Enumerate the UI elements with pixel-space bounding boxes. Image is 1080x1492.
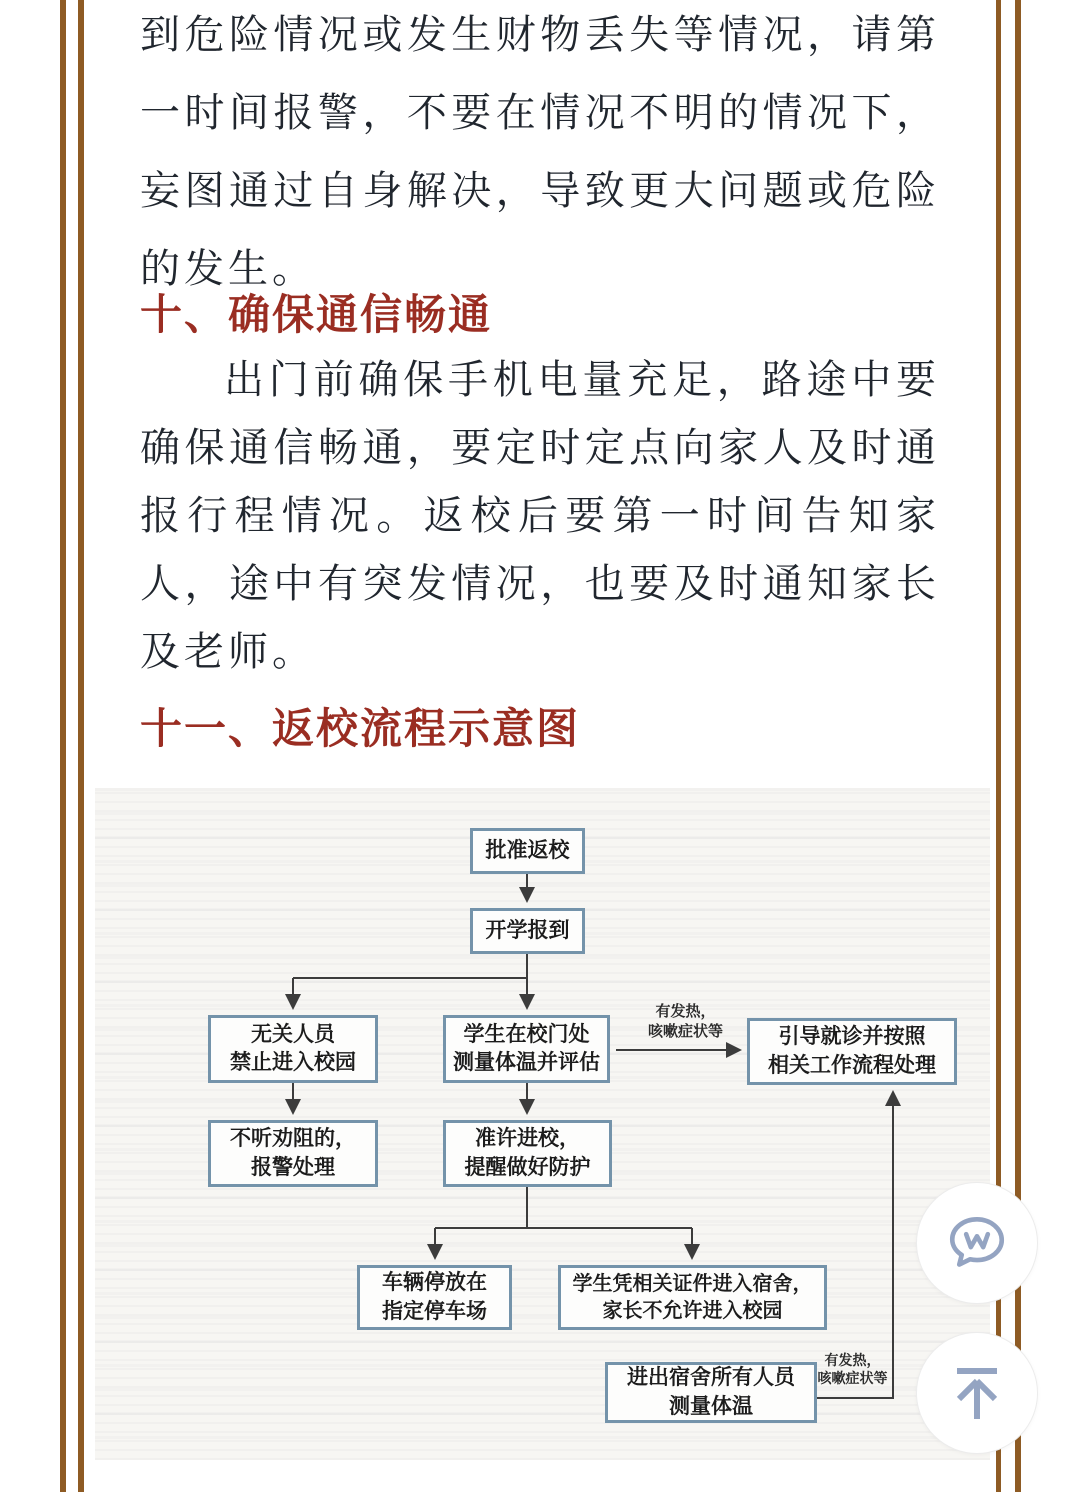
back-to-top-icon (945, 1361, 1009, 1425)
flow-node-permitted-entry: 准许进校， 提醒做好防护 (443, 1120, 612, 1187)
flow-node-registration: 开学报到 (470, 908, 585, 954)
comment-wow-button[interactable] (916, 1182, 1038, 1304)
paragraph-communication: 出门前确保手机电量充足，路途中要确保通信畅通，要定时定点向家人及时通报行程情况。返校后要第一时间告知家人，途中有突发情况，也要及时通知家长及老师。 (140, 358, 940, 674)
wechat-wow-icon (944, 1210, 1010, 1276)
flow-annotation-fever-symptoms-bottom: 有发热， 咳嗽症状等 (817, 1352, 888, 1387)
section-11-heading: 十一、返校流程示意图 (140, 705, 581, 752)
back-to-top-button[interactable] (916, 1332, 1038, 1454)
flow-annotation-fever-symptoms-top: 有发热， 咳嗽症状等 (647, 1003, 723, 1040)
flow-node-medical-referral: 引导就诊并按照 相关工作流程处理 (747, 1018, 957, 1085)
flow-node-approve-return: 批准返校 (470, 828, 585, 874)
page-border-left-outer (60, 0, 66, 1492)
flow-node-no-outsiders: 无关人员 禁止进入校园 (208, 1015, 378, 1083)
flow-node-dorm-entry-with-id: 学生凭相关证件进入宿舍， 家长不允许进入校园 (558, 1265, 827, 1330)
flow-node-call-police: 不听劝阻的， 报警处理 (208, 1120, 378, 1187)
paragraph-safety-alarm: 到危险情况或发生财物丢失等情况，请第一时间报警，不要在情况不明的情况下，妄图通过自身解决，导致更大问题或危险的发生。 (140, 13, 940, 291)
flow-node-vehicle-parking: 车辆停放在 指定停车场 (357, 1265, 512, 1330)
section-10-heading: 十、确保通信畅通 (140, 291, 493, 338)
flow-node-gate-temperature-check: 学生在校门处 测量体温并评估 (443, 1015, 610, 1083)
page-border-left-inner (78, 0, 84, 1492)
flow-node-dorm-temperature-check: 进出宿舍所有人员 测量体温 (605, 1362, 817, 1423)
return-to-school-flowchart-image[interactable] (95, 788, 990, 1460)
